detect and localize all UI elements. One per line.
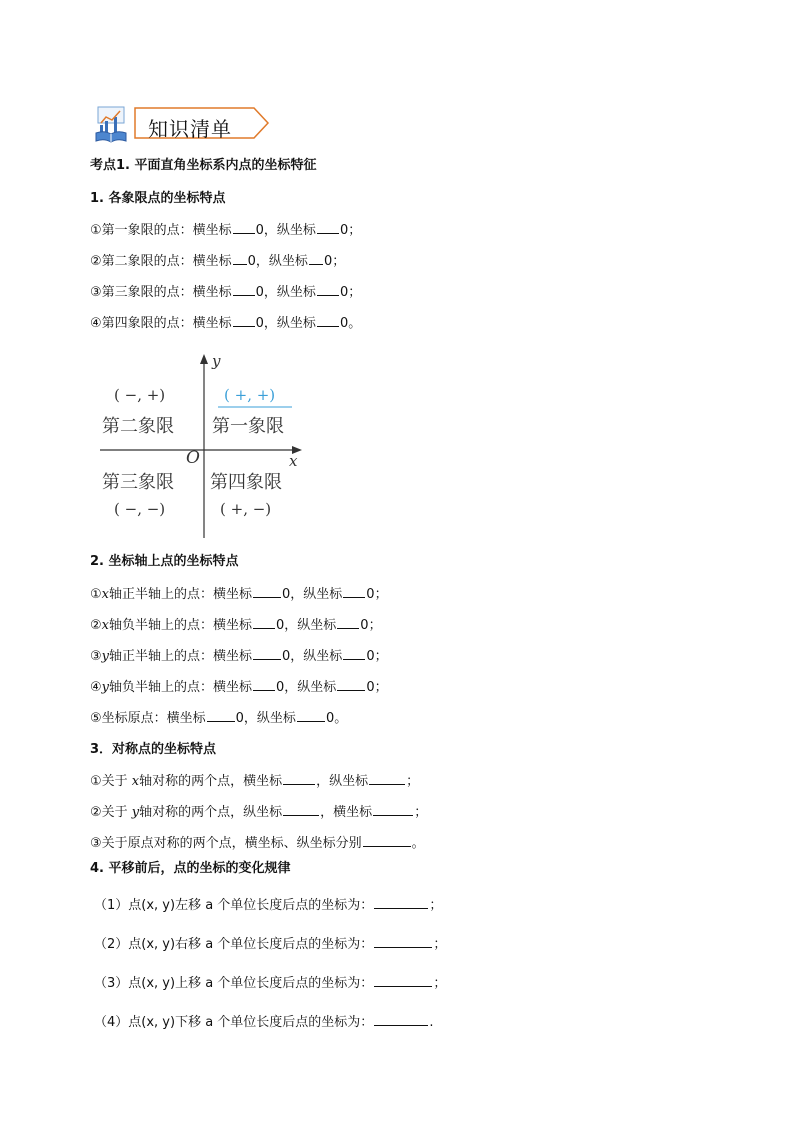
section-banner xyxy=(94,103,274,143)
quadrant-1-label: 第一象限 xyxy=(212,416,284,437)
axis-4-line: ④y轴负半轴上的点：横坐标 0，纵坐标 0； xyxy=(90,680,388,695)
symmetry-1-line: ①关于 x轴对称的两个点，横坐标 ，纵坐标 ； xyxy=(90,774,420,789)
subheading-quadrants: 1. 各象限点的坐标特点 xyxy=(90,191,226,206)
symmetry-2-line: ②关于 y轴对称的两个点，纵坐标 ，横坐标 ； xyxy=(90,805,428,820)
quadrant-4-label: 第四象限 xyxy=(210,472,282,493)
axis-3-line: ③y轴正半轴上的点：横坐标 0，纵坐标 0； xyxy=(90,649,388,664)
book-chart-icon xyxy=(94,103,128,143)
banner-title: 知识清单 xyxy=(148,117,232,141)
translation-3-line: （3）点(x, y)上移 a 个单位长度后点的坐标为： ； xyxy=(94,976,447,991)
topic-heading: 考点1. 平面直角坐标系内点的坐标特征 xyxy=(90,158,317,173)
symmetry-3-line: ③关于原点对称的两个点，横坐标、纵坐标分别 。 xyxy=(90,836,425,851)
quadrant-4-line: ④第四象限的点：横坐标 0，纵坐标 0。 xyxy=(90,316,362,331)
quadrant-1-line: ①第一象限的点：横坐标 0，纵坐标 0； xyxy=(90,223,362,238)
quadrant-2-line: ②第二象限的点：横坐标 0，纵坐标 0； xyxy=(90,254,346,269)
origin-label: O xyxy=(186,448,200,468)
origin-line: ⑤坐标原点：横坐标 0，纵坐标 0。 xyxy=(90,711,348,726)
subheading-axes: 2. 坐标轴上点的坐标特点 xyxy=(90,554,239,569)
axis-2-line: ②x轴负半轴上的点：横坐标 0，纵坐标 0； xyxy=(90,618,382,633)
quadrant-4-sign: ( +, −) xyxy=(220,500,272,518)
quadrant-diagram xyxy=(96,352,306,542)
translation-2-line: （2）点(x, y)右移 a 个单位长度后点的坐标为： ； xyxy=(94,937,447,952)
translation-1-line: （1）点(x, y)左移 a 个单位长度后点的坐标为： ； xyxy=(94,898,443,913)
translation-4-line: （4）点(x, y)下移 a 个单位长度后点的坐标为： . xyxy=(94,1015,434,1030)
subheading-translation: 4. 平移前后，点的坐标的变化规律 xyxy=(90,861,291,876)
quadrant-3-sign: ( −, −) xyxy=(114,500,166,518)
quadrant-1-sign: ( +, +) xyxy=(224,386,276,404)
quadrant-2-sign: ( −, +) xyxy=(114,386,166,404)
quadrant-3-line: ③第三象限的点：横坐标 0，纵坐标 0； xyxy=(90,285,362,300)
y-axis-label: y xyxy=(212,352,221,370)
quadrant-3-label: 第三象限 xyxy=(102,472,174,493)
quadrant-2-label: 第二象限 xyxy=(102,416,174,437)
subheading-symmetry: 3．对称点的坐标特点 xyxy=(90,742,217,757)
axis-1-line: ①x轴正半轴上的点：横坐标 0，纵坐标 0； xyxy=(90,587,388,602)
x-axis-label: x xyxy=(289,452,298,470)
